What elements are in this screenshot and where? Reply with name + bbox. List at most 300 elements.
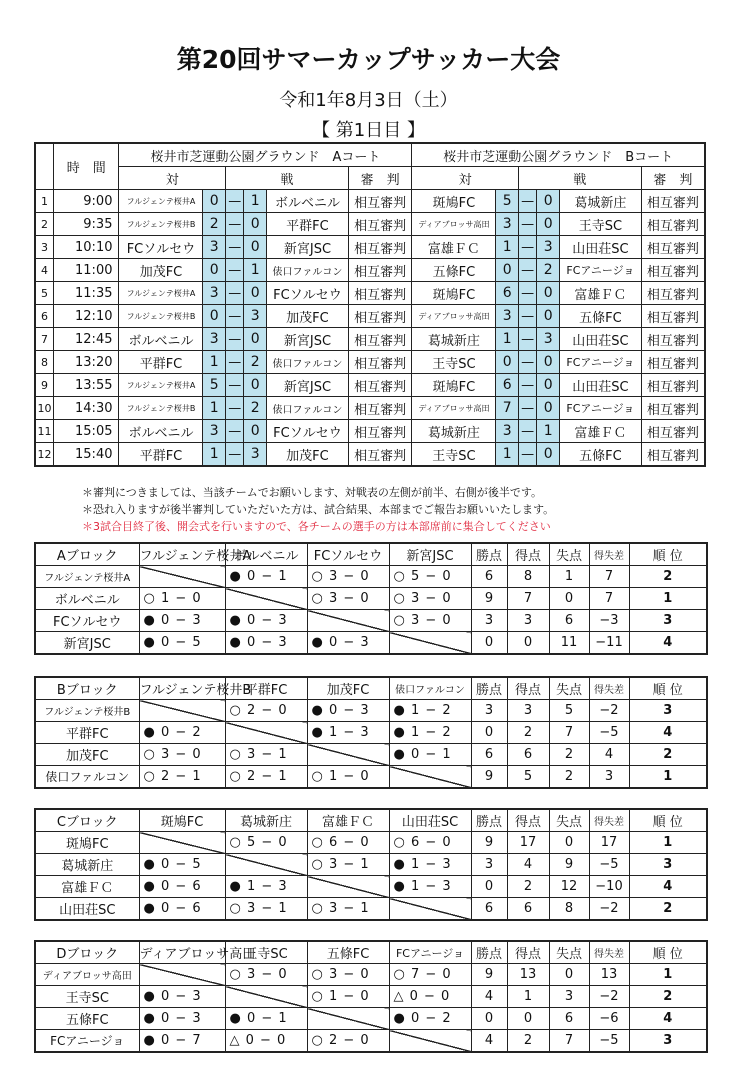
match-time: 12:45 (53, 328, 119, 351)
schedule-row (35, 236, 705, 259)
stat-value: 2 (629, 566, 707, 588)
match-result: ○ 3 − 1 (307, 898, 389, 921)
score-away: 1 (537, 420, 560, 443)
stat-value: 0 (471, 1008, 507, 1030)
header-ref-a: 審 判 (348, 167, 412, 190)
stat-value: −2 (589, 986, 629, 1008)
day-label: 【 第1日目 】 (312, 120, 425, 141)
referee: 相互審判 (641, 374, 705, 397)
score-dash: — (226, 282, 244, 305)
referee: 相互審判 (641, 259, 705, 282)
match-result: ● 0 − 3 (225, 610, 307, 632)
match-time: 15:40 (53, 443, 119, 467)
stat-header: 順 位 (629, 677, 707, 700)
match-result: ● 0 − 2 (139, 722, 225, 744)
block-row-team: 平群FC (35, 722, 139, 744)
team-away: 山田荘SC (559, 328, 641, 351)
score-dash: — (226, 397, 244, 420)
diagonal-cell (307, 744, 389, 766)
stat-header: 得点 (507, 677, 549, 700)
score-away: 0 (537, 190, 560, 213)
score-home: 6 (496, 374, 519, 397)
stat-value: 4 (589, 744, 629, 766)
referee: 相互審判 (348, 305, 412, 328)
match-result: ○ 3 − 1 (225, 898, 307, 921)
stat-header: 得失差 (589, 677, 629, 700)
match-number: 1 (35, 190, 53, 213)
schedule-row (35, 213, 705, 236)
header-ref-b: 審 判 (641, 167, 705, 190)
score-dash: — (226, 420, 244, 443)
stat-value: 13 (507, 964, 549, 986)
stat-value: 9 (471, 964, 507, 986)
block-header-team: 葛城新庄 (225, 809, 307, 832)
score-dash: — (518, 236, 536, 259)
block-row-team: ボルベニル (35, 588, 139, 610)
diagonal-cell (139, 700, 225, 722)
block-name: Cブロック (35, 809, 139, 832)
score-home: 1 (203, 443, 226, 467)
stat-value: −2 (589, 700, 629, 722)
score-dash: — (518, 328, 536, 351)
score-dash: — (226, 259, 244, 282)
team-away: 俵口ファルコン (266, 259, 348, 282)
block-row-team: フルジェンテ桜井B (35, 700, 139, 722)
block-row-team: 俵口ファルコン (35, 766, 139, 789)
stat-value: 4 (629, 1008, 707, 1030)
block-header-team: FCアニージョ (389, 941, 471, 964)
team-away: 新宮JSC (266, 236, 348, 259)
header-court-a: 桜井市芝運動公園グラウンド Aコート (119, 143, 412, 167)
schedule-row (35, 443, 705, 467)
stat-value: 5 (507, 766, 549, 789)
match-result: ○ 2 − 0 (225, 700, 307, 722)
match-result: ○ 3 − 0 (307, 566, 389, 588)
stat-value: 0 (471, 632, 507, 655)
referee: 相互審判 (641, 420, 705, 443)
block-row-team: 王寺SC (35, 986, 139, 1008)
team-home: 葛城新庄 (412, 420, 496, 443)
match-result: ○ 5 − 0 (225, 832, 307, 854)
stat-value: 1 (629, 964, 707, 986)
match-result: ○ 2 − 0 (307, 1030, 389, 1053)
match-number: 4 (35, 259, 53, 282)
match-result: △ 0 − 0 (389, 986, 471, 1008)
score-away: 0 (244, 213, 267, 236)
score-away: 1 (244, 190, 267, 213)
score-away: 0 (537, 282, 560, 305)
score-dash: — (226, 328, 244, 351)
match-number: 9 (35, 374, 53, 397)
referee: 相互審判 (641, 328, 705, 351)
block-name: Aブロック (35, 543, 139, 566)
stat-value: 0 (507, 632, 549, 655)
stat-header: 失点 (549, 809, 589, 832)
referee: 相互審判 (348, 190, 412, 213)
block-row-team: 葛城新庄 (35, 854, 139, 876)
match-result: ○ 3 − 0 (307, 964, 389, 986)
match-result: ○ 3 − 0 (225, 964, 307, 986)
block-row-team: 五條FC (35, 1008, 139, 1030)
score-home: 1 (496, 236, 519, 259)
score-dash: — (518, 420, 536, 443)
schedule-row (35, 374, 705, 397)
score-home: 1 (496, 443, 519, 467)
team-home: フルジェンテ桜井B (119, 397, 203, 420)
score-dash: — (518, 374, 536, 397)
match-result: ● 1 − 3 (389, 854, 471, 876)
score-dash: — (226, 374, 244, 397)
match-time: 13:55 (53, 374, 119, 397)
team-home: 王寺SC (412, 351, 496, 374)
match-time: 15:05 (53, 420, 119, 443)
score-dash: — (518, 351, 536, 374)
team-home: 斑鳩FC (412, 282, 496, 305)
block-row-team: 富雄ＦＣ (35, 876, 139, 898)
score-dash: — (518, 190, 536, 213)
score-dash: — (518, 259, 536, 282)
block-header-team: FCソルセウ (307, 543, 389, 566)
diagonal-cell (139, 964, 225, 986)
team-away: 五條FC (559, 305, 641, 328)
stat-value: 3 (507, 700, 549, 722)
schedule-row (35, 305, 705, 328)
stat-header: 得点 (507, 809, 549, 832)
match-result: ○ 6 − 0 (389, 832, 471, 854)
schedule-row (35, 282, 705, 305)
match-result: ● 0 − 5 (139, 632, 225, 655)
stat-value: 6 (549, 1008, 589, 1030)
score-away: 3 (244, 305, 267, 328)
match-time: 9:00 (53, 190, 119, 213)
score-home: 5 (203, 374, 226, 397)
diagonal-cell (389, 766, 471, 789)
referee: 相互審判 (348, 374, 412, 397)
score-away: 3 (537, 328, 560, 351)
stat-value: 0 (549, 588, 589, 610)
block-header-team: 新宮JSC (389, 543, 471, 566)
note-2: ＊恐れ入りますが後半審判していただいた方は、試合結果、本部までご報告お願いいたします。 (82, 503, 555, 516)
score-dash: — (518, 443, 536, 467)
referee: 相互審判 (641, 397, 705, 420)
match-result: ○ 2 − 1 (225, 766, 307, 789)
score-dash: — (226, 351, 244, 374)
team-home: 富雄ＦＣ (412, 236, 496, 259)
score-home: 1 (203, 397, 226, 420)
team-home: フルジェンテ桜井A (119, 190, 203, 213)
score-away: 0 (537, 443, 560, 467)
match-result: ● 1 − 3 (307, 722, 389, 744)
match-time: 9:35 (53, 213, 119, 236)
stat-value: 17 (589, 832, 629, 854)
schedule-row (35, 328, 705, 351)
match-result: ○ 3 − 1 (225, 744, 307, 766)
score-dash: — (226, 213, 244, 236)
stat-value: 4 (629, 632, 707, 655)
stat-value: 1 (507, 986, 549, 1008)
stat-value: 4 (629, 876, 707, 898)
block-name: Dブロック (35, 941, 139, 964)
referee: 相互審判 (641, 282, 705, 305)
match-time: 11:35 (53, 282, 119, 305)
stat-value: −3 (589, 610, 629, 632)
stat-value: 8 (507, 566, 549, 588)
match-result: ● 1 − 3 (225, 876, 307, 898)
match-time: 10:10 (53, 236, 119, 259)
stat-value: 6 (507, 898, 549, 921)
match-result: ○ 6 − 0 (307, 832, 389, 854)
referee: 相互審判 (348, 282, 412, 305)
score-home: 3 (496, 305, 519, 328)
stat-value: 6 (549, 610, 589, 632)
team-away: ボルベニル (266, 190, 348, 213)
referee: 相互審判 (348, 213, 412, 236)
stat-value: 6 (471, 898, 507, 921)
score-dash: — (518, 305, 536, 328)
block-header-team: 五條FC (307, 941, 389, 964)
stat-value: 4 (471, 1030, 507, 1053)
stat-value: 6 (507, 744, 549, 766)
stat-value: 2 (629, 744, 707, 766)
match-number: 11 (35, 420, 53, 443)
score-away: 0 (537, 213, 560, 236)
match-result: ● 0 − 1 (225, 1008, 307, 1030)
score-home: 1 (203, 351, 226, 374)
diagonal-cell (225, 722, 307, 744)
team-away: 加茂FC (266, 443, 348, 467)
score-away: 0 (244, 282, 267, 305)
stat-value: 0 (507, 1008, 549, 1030)
stat-value: −5 (589, 722, 629, 744)
page-title: 第20回サマーカップサッカー大会 (176, 45, 561, 74)
stat-value: 7 (589, 566, 629, 588)
stat-value: 3 (471, 854, 507, 876)
team-away: 俵口ファルコン (266, 397, 348, 420)
stat-value: 7 (507, 588, 549, 610)
block-header-team: 山田荘SC (389, 809, 471, 832)
team-home: ボルベニル (119, 420, 203, 443)
stat-value: 7 (589, 588, 629, 610)
referee: 相互審判 (348, 443, 412, 467)
match-result: ○ 3 − 1 (307, 854, 389, 876)
stat-value: 7 (549, 722, 589, 744)
match-number: 6 (35, 305, 53, 328)
score-home: 0 (496, 351, 519, 374)
match-result: ● 1 − 2 (389, 722, 471, 744)
match-result: ● 0 − 3 (139, 986, 225, 1008)
match-result: ○ 1 − 0 (139, 588, 225, 610)
score-away: 0 (244, 420, 267, 443)
stat-value: 13 (589, 964, 629, 986)
stat-value: −2 (589, 898, 629, 921)
score-away: 0 (537, 351, 560, 374)
stat-value: 8 (549, 898, 589, 921)
stat-value: −5 (589, 1030, 629, 1053)
stat-value: 0 (471, 876, 507, 898)
referee: 相互審判 (641, 213, 705, 236)
team-away: 新宮JSC (266, 328, 348, 351)
match-number: 7 (35, 328, 53, 351)
referee: 相互審判 (348, 259, 412, 282)
block-header-team: 王寺SC (225, 941, 307, 964)
team-home: 加茂FC (119, 259, 203, 282)
header-match-right-a: 戦 (226, 167, 349, 190)
match-time: 14:30 (53, 397, 119, 420)
score-dash: — (226, 305, 244, 328)
referee: 相互審判 (641, 351, 705, 374)
score-away: 0 (537, 374, 560, 397)
match-result: ○ 3 − 0 (389, 588, 471, 610)
match-time: 11:00 (53, 259, 119, 282)
referee: 相互審判 (641, 190, 705, 213)
team-away: FCソルセウ (266, 282, 348, 305)
diagonal-cell (139, 566, 225, 588)
block-header-team: 斑鳩FC (139, 809, 225, 832)
note-1: ＊審判につきましては、当該チームでお願いします、対戦表の左側が前半、右側が後半です。 (82, 486, 543, 499)
header-match-right-b: 戦 (518, 167, 641, 190)
match-number: 12 (35, 443, 53, 467)
stat-value: −10 (589, 876, 629, 898)
stat-header: 勝点 (471, 677, 507, 700)
match-result: ● 0 − 6 (139, 876, 225, 898)
stat-value: 9 (471, 588, 507, 610)
team-away: 王寺SC (559, 213, 641, 236)
score-away: 0 (244, 236, 267, 259)
team-home: 五條FC (412, 259, 496, 282)
block-header-team: 俵口ファルコン (389, 677, 471, 700)
match-result: ● 0 − 5 (139, 854, 225, 876)
stat-value: −11 (589, 632, 629, 655)
team-home: 葛城新庄 (412, 328, 496, 351)
score-home: 3 (203, 236, 226, 259)
match-result: ○ 3 − 0 (307, 588, 389, 610)
stat-value: 2 (549, 766, 589, 789)
team-home: 平群FC (119, 443, 203, 467)
schedule-row (35, 190, 705, 213)
score-home: 0 (203, 305, 226, 328)
score-away: 3 (537, 236, 560, 259)
diagonal-cell (139, 832, 225, 854)
notes (82, 484, 554, 535)
score-home: 7 (496, 397, 519, 420)
score-home: 0 (203, 190, 226, 213)
team-away: 俵口ファルコン (266, 351, 348, 374)
team-away: FCアニージョ (559, 351, 641, 374)
match-result: ● 0 − 3 (307, 700, 389, 722)
match-result: ○ 5 − 0 (389, 566, 471, 588)
stat-value: 1 (549, 566, 589, 588)
team-home: フルジェンテ桜井A (119, 282, 203, 305)
team-home: ボルベニル (119, 328, 203, 351)
match-number: 10 (35, 397, 53, 420)
team-home: 斑鳩FC (412, 374, 496, 397)
stat-value: 2 (507, 1030, 549, 1053)
stat-value: 2 (507, 722, 549, 744)
score-dash: — (226, 190, 244, 213)
block-header-team: ボルベニル (225, 543, 307, 566)
stat-value: −5 (589, 854, 629, 876)
stat-header: 得点 (507, 941, 549, 964)
header-court-b: 桜井市芝運動公園グラウンド Bコート (412, 143, 705, 167)
match-result: ● 0 − 1 (389, 744, 471, 766)
score-away: 2 (537, 259, 560, 282)
stat-value: 3 (629, 1030, 707, 1053)
schedule-row (35, 420, 705, 443)
stat-value: 12 (549, 876, 589, 898)
match-result: ● 0 − 3 (225, 632, 307, 655)
score-home: 6 (496, 282, 519, 305)
team-home: 斑鳩FC (412, 190, 496, 213)
team-home: フルジェンテ桜井B (119, 213, 203, 236)
team-home: フルジェンテ桜井B (119, 305, 203, 328)
team-away: 五條FC (559, 443, 641, 467)
stat-header: 得失差 (589, 941, 629, 964)
block-table (34, 676, 708, 789)
stat-value: 3 (629, 610, 707, 632)
match-result: ● 0 − 3 (139, 610, 225, 632)
team-away: 新宮JSC (266, 374, 348, 397)
match-result: ● 0 − 3 (307, 632, 389, 655)
team-away: 山田荘SC (559, 374, 641, 397)
stat-header: 失点 (549, 677, 589, 700)
score-home: 1 (496, 328, 519, 351)
score-away: 0 (537, 397, 560, 420)
stat-value: 6 (471, 566, 507, 588)
stat-value: 3 (549, 986, 589, 1008)
referee: 相互審判 (348, 236, 412, 259)
block-row-team: 加茂FC (35, 744, 139, 766)
stat-value: 7 (549, 1030, 589, 1053)
score-home: 3 (203, 328, 226, 351)
block-name: Bブロック (35, 677, 139, 700)
stat-header: 失点 (549, 543, 589, 566)
stat-value: 1 (629, 588, 707, 610)
stat-value: 9 (549, 854, 589, 876)
diagonal-cell (307, 876, 389, 898)
team-home: 平群FC (119, 351, 203, 374)
stat-value: 0 (549, 832, 589, 854)
diagonal-cell (307, 1008, 389, 1030)
block-row-team: フルジェンテ桜井A (35, 566, 139, 588)
diagonal-cell (307, 610, 389, 632)
event-date: 令和1年8月3日（土） (279, 90, 458, 111)
block-row-team: 斑鳩FC (35, 832, 139, 854)
stat-header: 勝点 (471, 941, 507, 964)
team-home: FCソルセウ (119, 236, 203, 259)
block-row-team: ディアブロッサ高田 (35, 964, 139, 986)
match-time: 12:10 (53, 305, 119, 328)
stat-value: 17 (507, 832, 549, 854)
schedule-row (35, 259, 705, 282)
match-result: ● 0 − 2 (389, 1008, 471, 1030)
match-result: ○ 1 − 0 (307, 766, 389, 789)
header-no-blank (35, 143, 53, 190)
score-dash: — (518, 397, 536, 420)
diagonal-cell (225, 986, 307, 1008)
referee: 相互審判 (348, 420, 412, 443)
score-away: 0 (537, 305, 560, 328)
match-result: ○ 3 − 0 (389, 610, 471, 632)
schedule-table (34, 142, 706, 467)
stat-header: 失点 (549, 941, 589, 964)
score-home: 2 (203, 213, 226, 236)
team-away: 加茂FC (266, 305, 348, 328)
block-header-team: フルジェンテ桜井A (139, 543, 225, 566)
schedule-row (35, 397, 705, 420)
match-result: ○ 3 − 0 (139, 744, 225, 766)
team-away: FCアニージョ (559, 397, 641, 420)
stat-value: 4 (471, 986, 507, 1008)
